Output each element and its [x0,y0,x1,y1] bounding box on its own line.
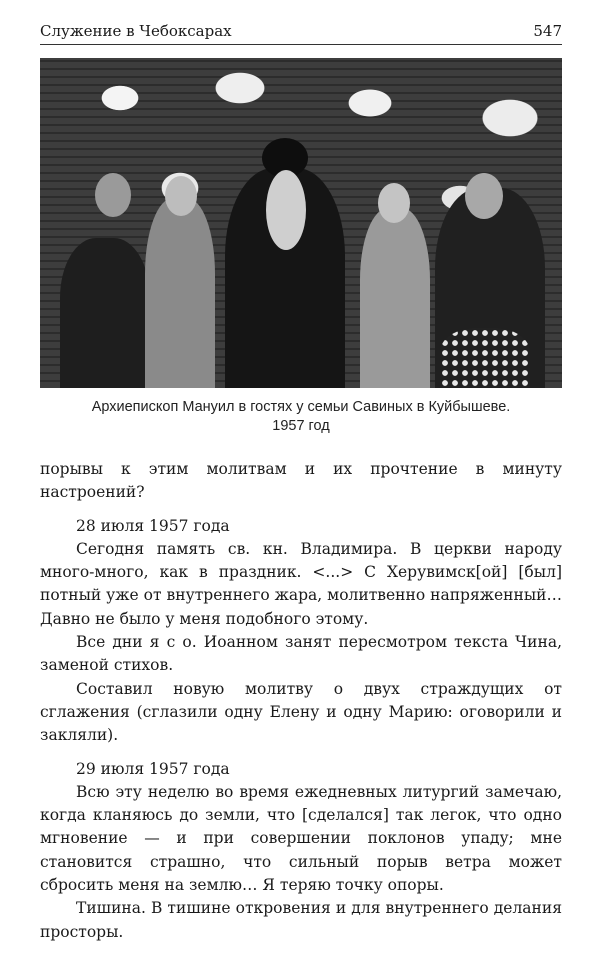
polka-dot-dress [440,328,530,388]
figure-woman-head [465,173,503,219]
diary-date-heading: 28 июля 1957 года [76,516,230,535]
running-header [40,20,562,45]
running-title: Служение в Чебоксарах [40,22,232,40]
paragraph: Всю эту неделю во время ежедневных литургий замечаю, когда кланяюсь до земли, что [сделался] так легок, что одно мгновение — и при совершении поклонов упаду; мне становится страшно, что сильный порыв ветра может сбросить меня на землю… Я теряю точку опоры. [40,782,562,895]
paragraph-continuation: порывы к этим молитвам и их прочтение в минуту настроений? [40,460,562,502]
figure-man-head [95,173,131,217]
photograph [40,58,562,388]
figure-caption [40,398,562,436]
figure-girl-right-head [378,183,410,223]
figure-man [60,238,150,388]
diary-date-heading: 29 июля 1957 года [76,759,230,778]
paragraph: Сегодня память св. кн. Владимира. В церкви народу много-много, как в праздник. <...> С Херувимск[ой] [был] потный уже от внутреннего жара, молитвенно напряженный… Давно не было у меня подобного этому. [40,539,562,628]
paragraph: Тишина. В тишине откровения и для внутреннего делания просторы. [40,899,562,941]
caption-line-2: 1957 год [272,418,330,434]
figure-archbishop-beard [266,170,306,250]
figure-girl-right [360,208,430,388]
body-text [40,458,562,944]
caption-line-1: Архиепископ Мануил в гостях у семьи Савиных в Куйбышеве. [91,399,511,415]
figure-girl-left [145,198,215,388]
figure-girl-left-head [165,176,197,216]
page-number: 547 [533,22,562,40]
paragraph: Составил новую молитву о двух страждущих от сглажения (сглазили одну Елену и одну Марию: оговорили и закляли). [40,679,562,745]
paragraph: Все дни я с о. Иоанном занят пересмотром текста Чина, заменой стихов. [40,633,562,675]
